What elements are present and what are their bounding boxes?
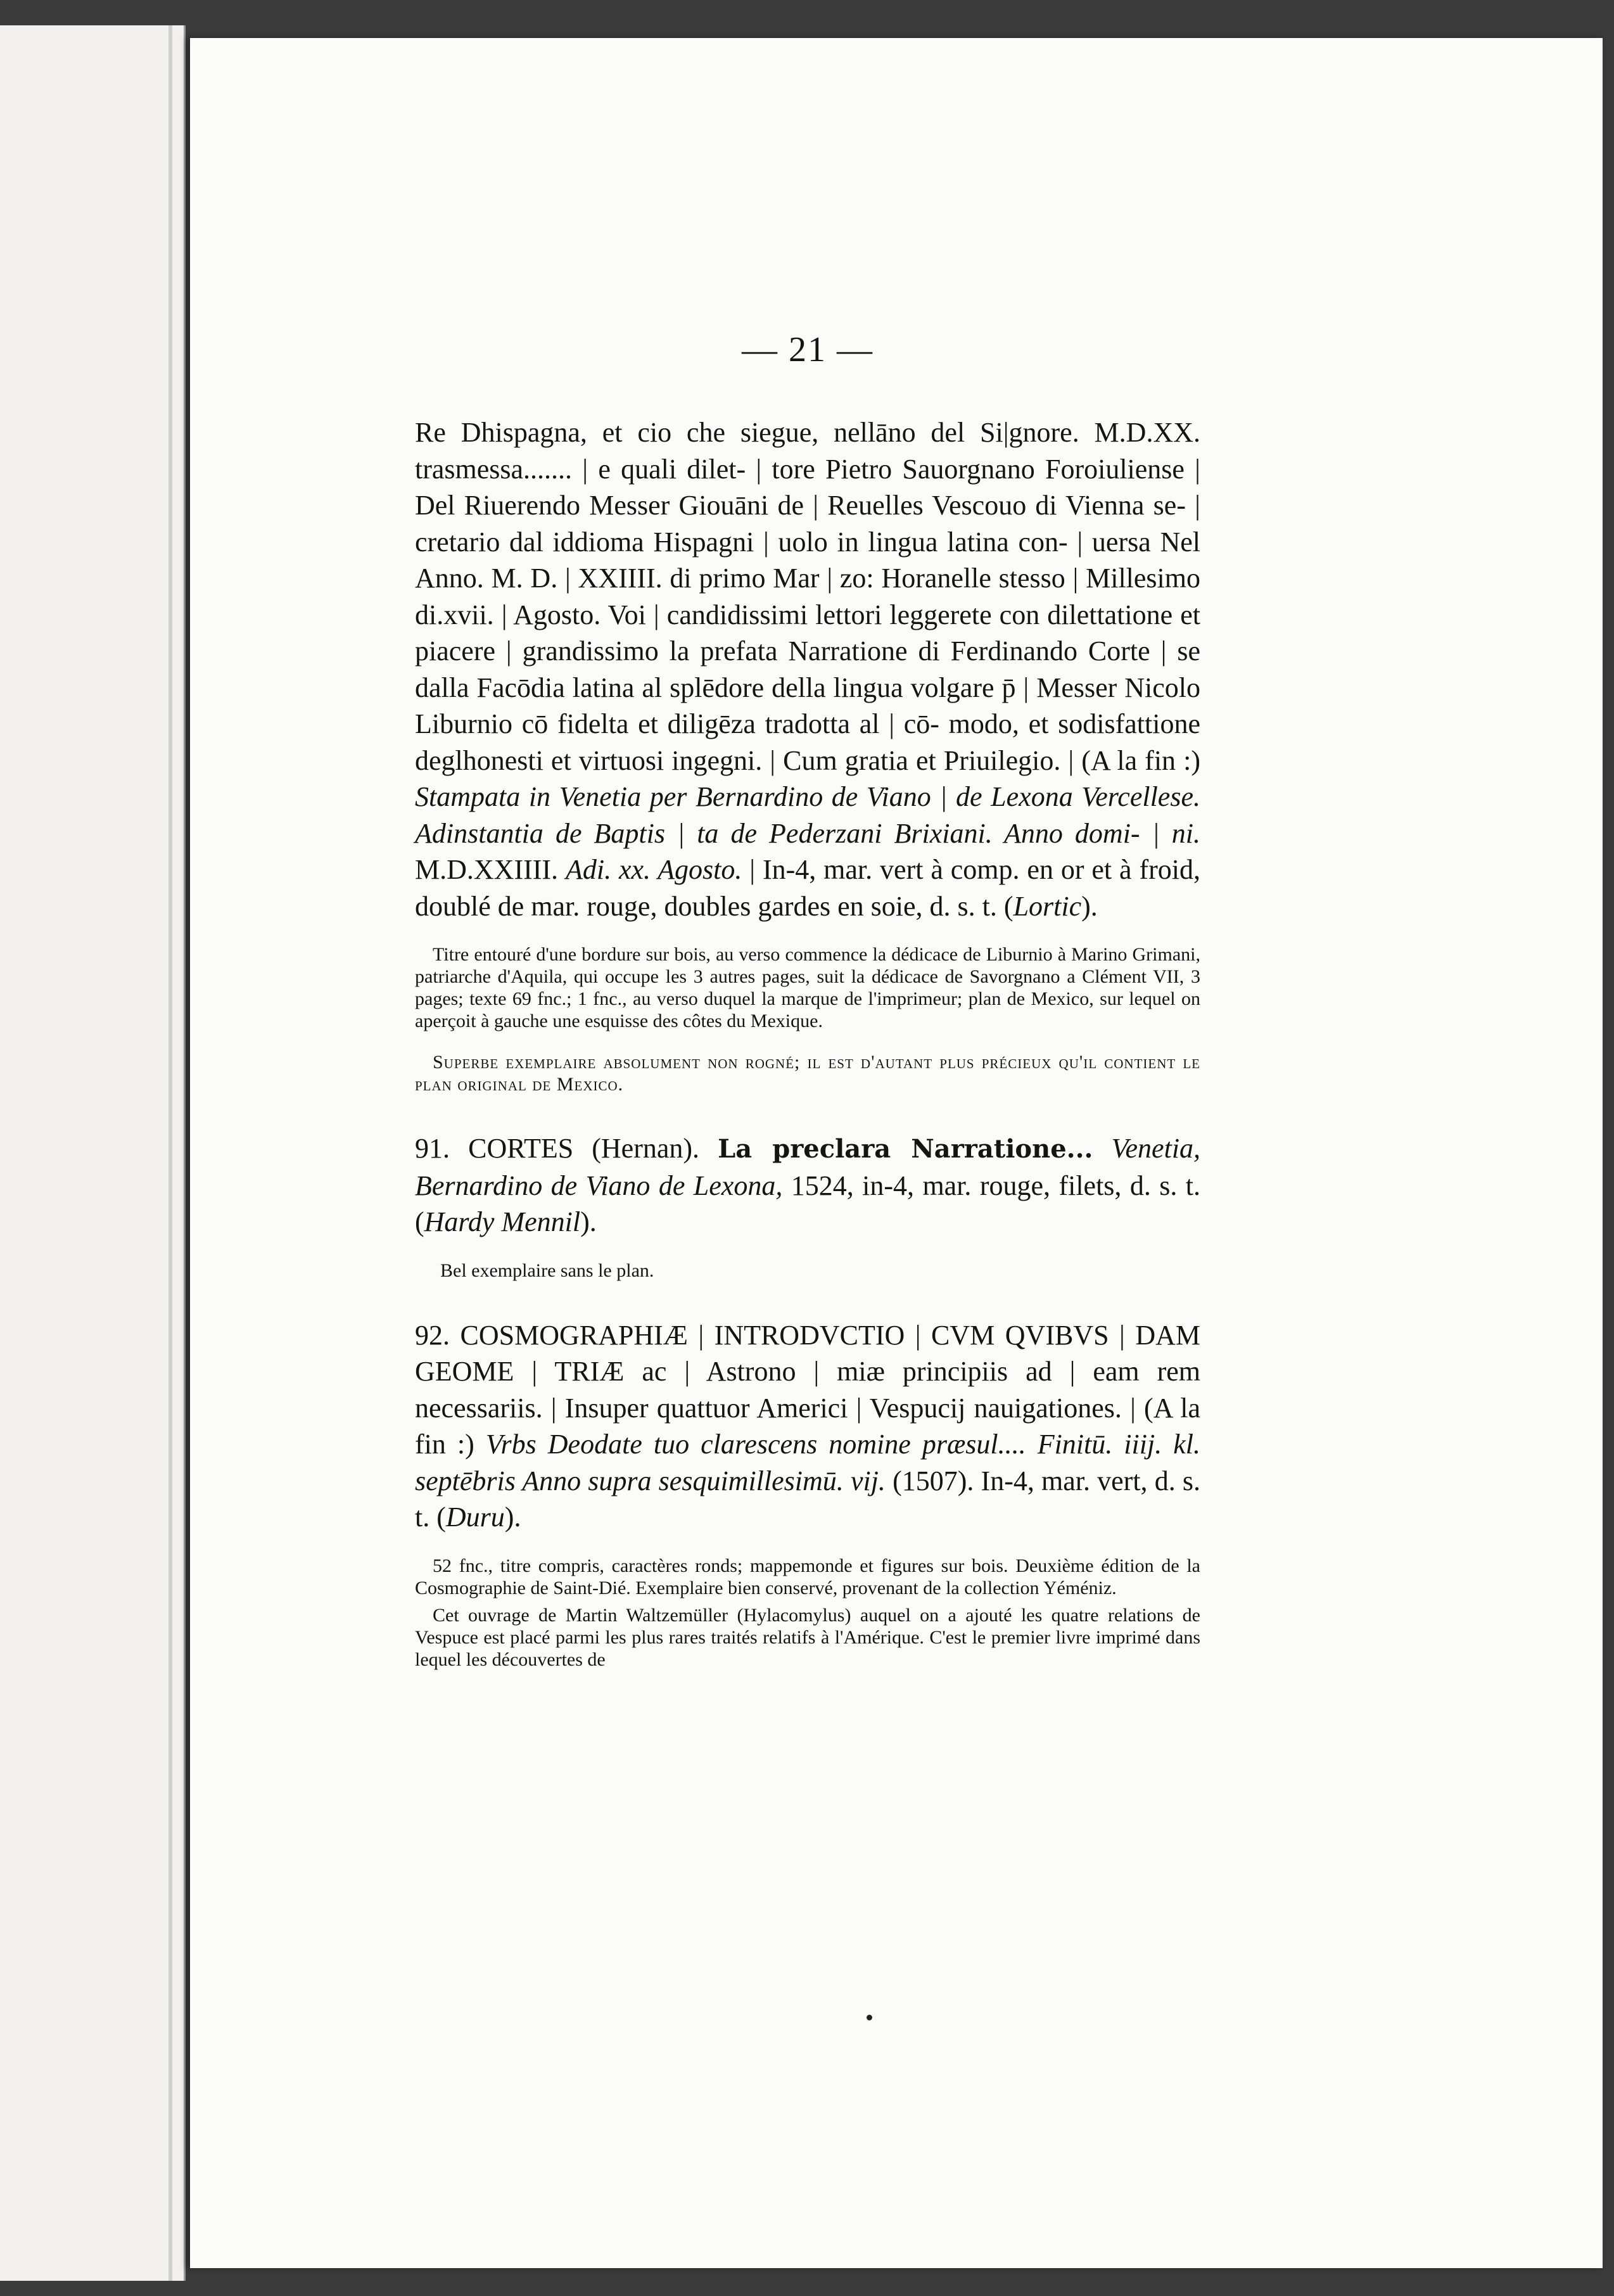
entry-91-number: 91.: [415, 1133, 450, 1164]
entry-92-commentary: Cet ouvrage de Martin Waltzemüller (Hylacomylus) auquel on a ajouté les quatre relations de Vespuce est placé parmi les plus rares traités relatifs à l'Amérique. C'est le premier livre imprimé dans lequel les découvertes de: [415, 1604, 1200, 1670]
entry-92-close: ).: [504, 1502, 521, 1533]
page-number: — 21 —: [742, 330, 874, 369]
page-fold: [168, 25, 172, 2281]
entry-91-title: La preclara Narratione...: [718, 1134, 1093, 1164]
entry-92-binder: Duru: [445, 1502, 505, 1533]
entry-90-remark: Superbe exemplaire absolument non rogné; il est d'autant plus précieux qu'il contient le plan original de Mexico.: [415, 1052, 1200, 1095]
previous-page-edge: [0, 25, 186, 2281]
entry-92: [415, 1317, 1200, 1536]
continuation-close: ).: [1081, 890, 1098, 922]
continuation-text: Re Dhispagna, et cio che siegue, nellāno del Si|gnore. M.D.XX. trasmessa....... | e quali dilet- | tore Pietro Sauorgnano Foroiuliense | Del Riuerendo Messer Giouāni de | Reuelles Vescouo di Vienna se- | cretario dal iddioma Hispagni | uolo in lingua latina con- | uersa Nel Anno. M. D. | XXIIII. di primo Mar | zo: Horanelle stesso | Millesimo di.xvii. | Agosto. Voi | candidissimi lettori leggerete con dilettatione et piacere | grandissimo la prefata Narratione di Ferdinando Corte | se dalla Facōdia latina al splēdore della lingua volgare p̄ | Messer Nicolo Liburnio cō fidelta et diligēza tradotta al | cō- modo, et sodisfattione deglhonesti et virtuosi ingegni. | Cum gratia et Priuilegio. | (A la fin :): [415, 417, 1200, 776]
entry-91-binder: Hardy Mennil: [424, 1206, 581, 1237]
entry-91-close: ).: [580, 1206, 597, 1237]
entry-92-title: COSMOGRAPHIÆ | INTRODVCTIO | CVM QVIBVS | DAM GEOME | TRIÆ ac | Astrono | miæ principiis ad | eam rem necessariis. | Insuper quattuor Americi | Vespucij nauigationes. | (A la fin :): [415, 1319, 1201, 1460]
entry-90-note: Titre entouré d'une bordure sur bois, au verso commence la dédicace de Liburnio à Marino Grimani, patriarche d'Aquila, qui occupe les 3 autres pages, suit la dédicace de Savorgnano a Clément VII, 3 pages; texte 69 fnc.; 1 fnc., au verso duquel la marque de l'imprimeur; plan de Mexico, sur lequel on aperçoit à gauche une esquisse des côtes du Mexique.: [415, 944, 1200, 1031]
ink-dot: [867, 2015, 872, 2020]
entry-91-author: CORTES (Hernan).: [468, 1133, 700, 1164]
entry-91-description: 1524, in-4, mar. rouge, filets, d. s. t. (: [415, 1170, 1201, 1237]
entry-92-number: 92.: [415, 1319, 450, 1351]
entry-90-continuation: [415, 414, 1200, 924]
continuation-day: Adi. xx. Agosto.: [565, 854, 742, 885]
page-text-block: [415, 329, 1200, 1671]
entry-92-note: 52 fnc., titre compris, caractères ronds; mappemonde et figures sur bois. Deuxième édition de la Cosmographie de Saint-Dié. Exemplaire bien conservé, provenant de la collection Yéméniz.: [415, 1555, 1200, 1598]
entry-91-note: Bel exemplaire sans le plan.: [440, 1260, 654, 1281]
entry-91: [415, 1130, 1200, 1240]
continuation-binding: | In-4, mar. vert à comp. en or et à froid, doublé de mar. rouge, doubles gardes en soie, d. s. t. (: [415, 854, 1201, 922]
entry-91-imprint: Venetia, Bernardino de Viano de Lexona,: [415, 1133, 1201, 1201]
continuation-date: M.D.XXIIII.: [415, 854, 559, 885]
entry-92-description: (1507). In-4, mar. vert, d. s. t. (: [415, 1465, 1201, 1533]
entry-92-colophon: Vrbs Deodate tuo clarescens nomine præsul.... Finitū. iiij. kl. septēbris Anno supra sesquimillesimū. vij.: [415, 1429, 1200, 1496]
continuation-binder: Lortic: [1013, 890, 1082, 922]
continuation-imprint: Stampata in Venetia per Bernardino de Viano | de Lexona Vercellese. Adinstantia de Baptis | ta de Pederzani Brixiani. Anno domi- | ni.: [415, 781, 1200, 849]
